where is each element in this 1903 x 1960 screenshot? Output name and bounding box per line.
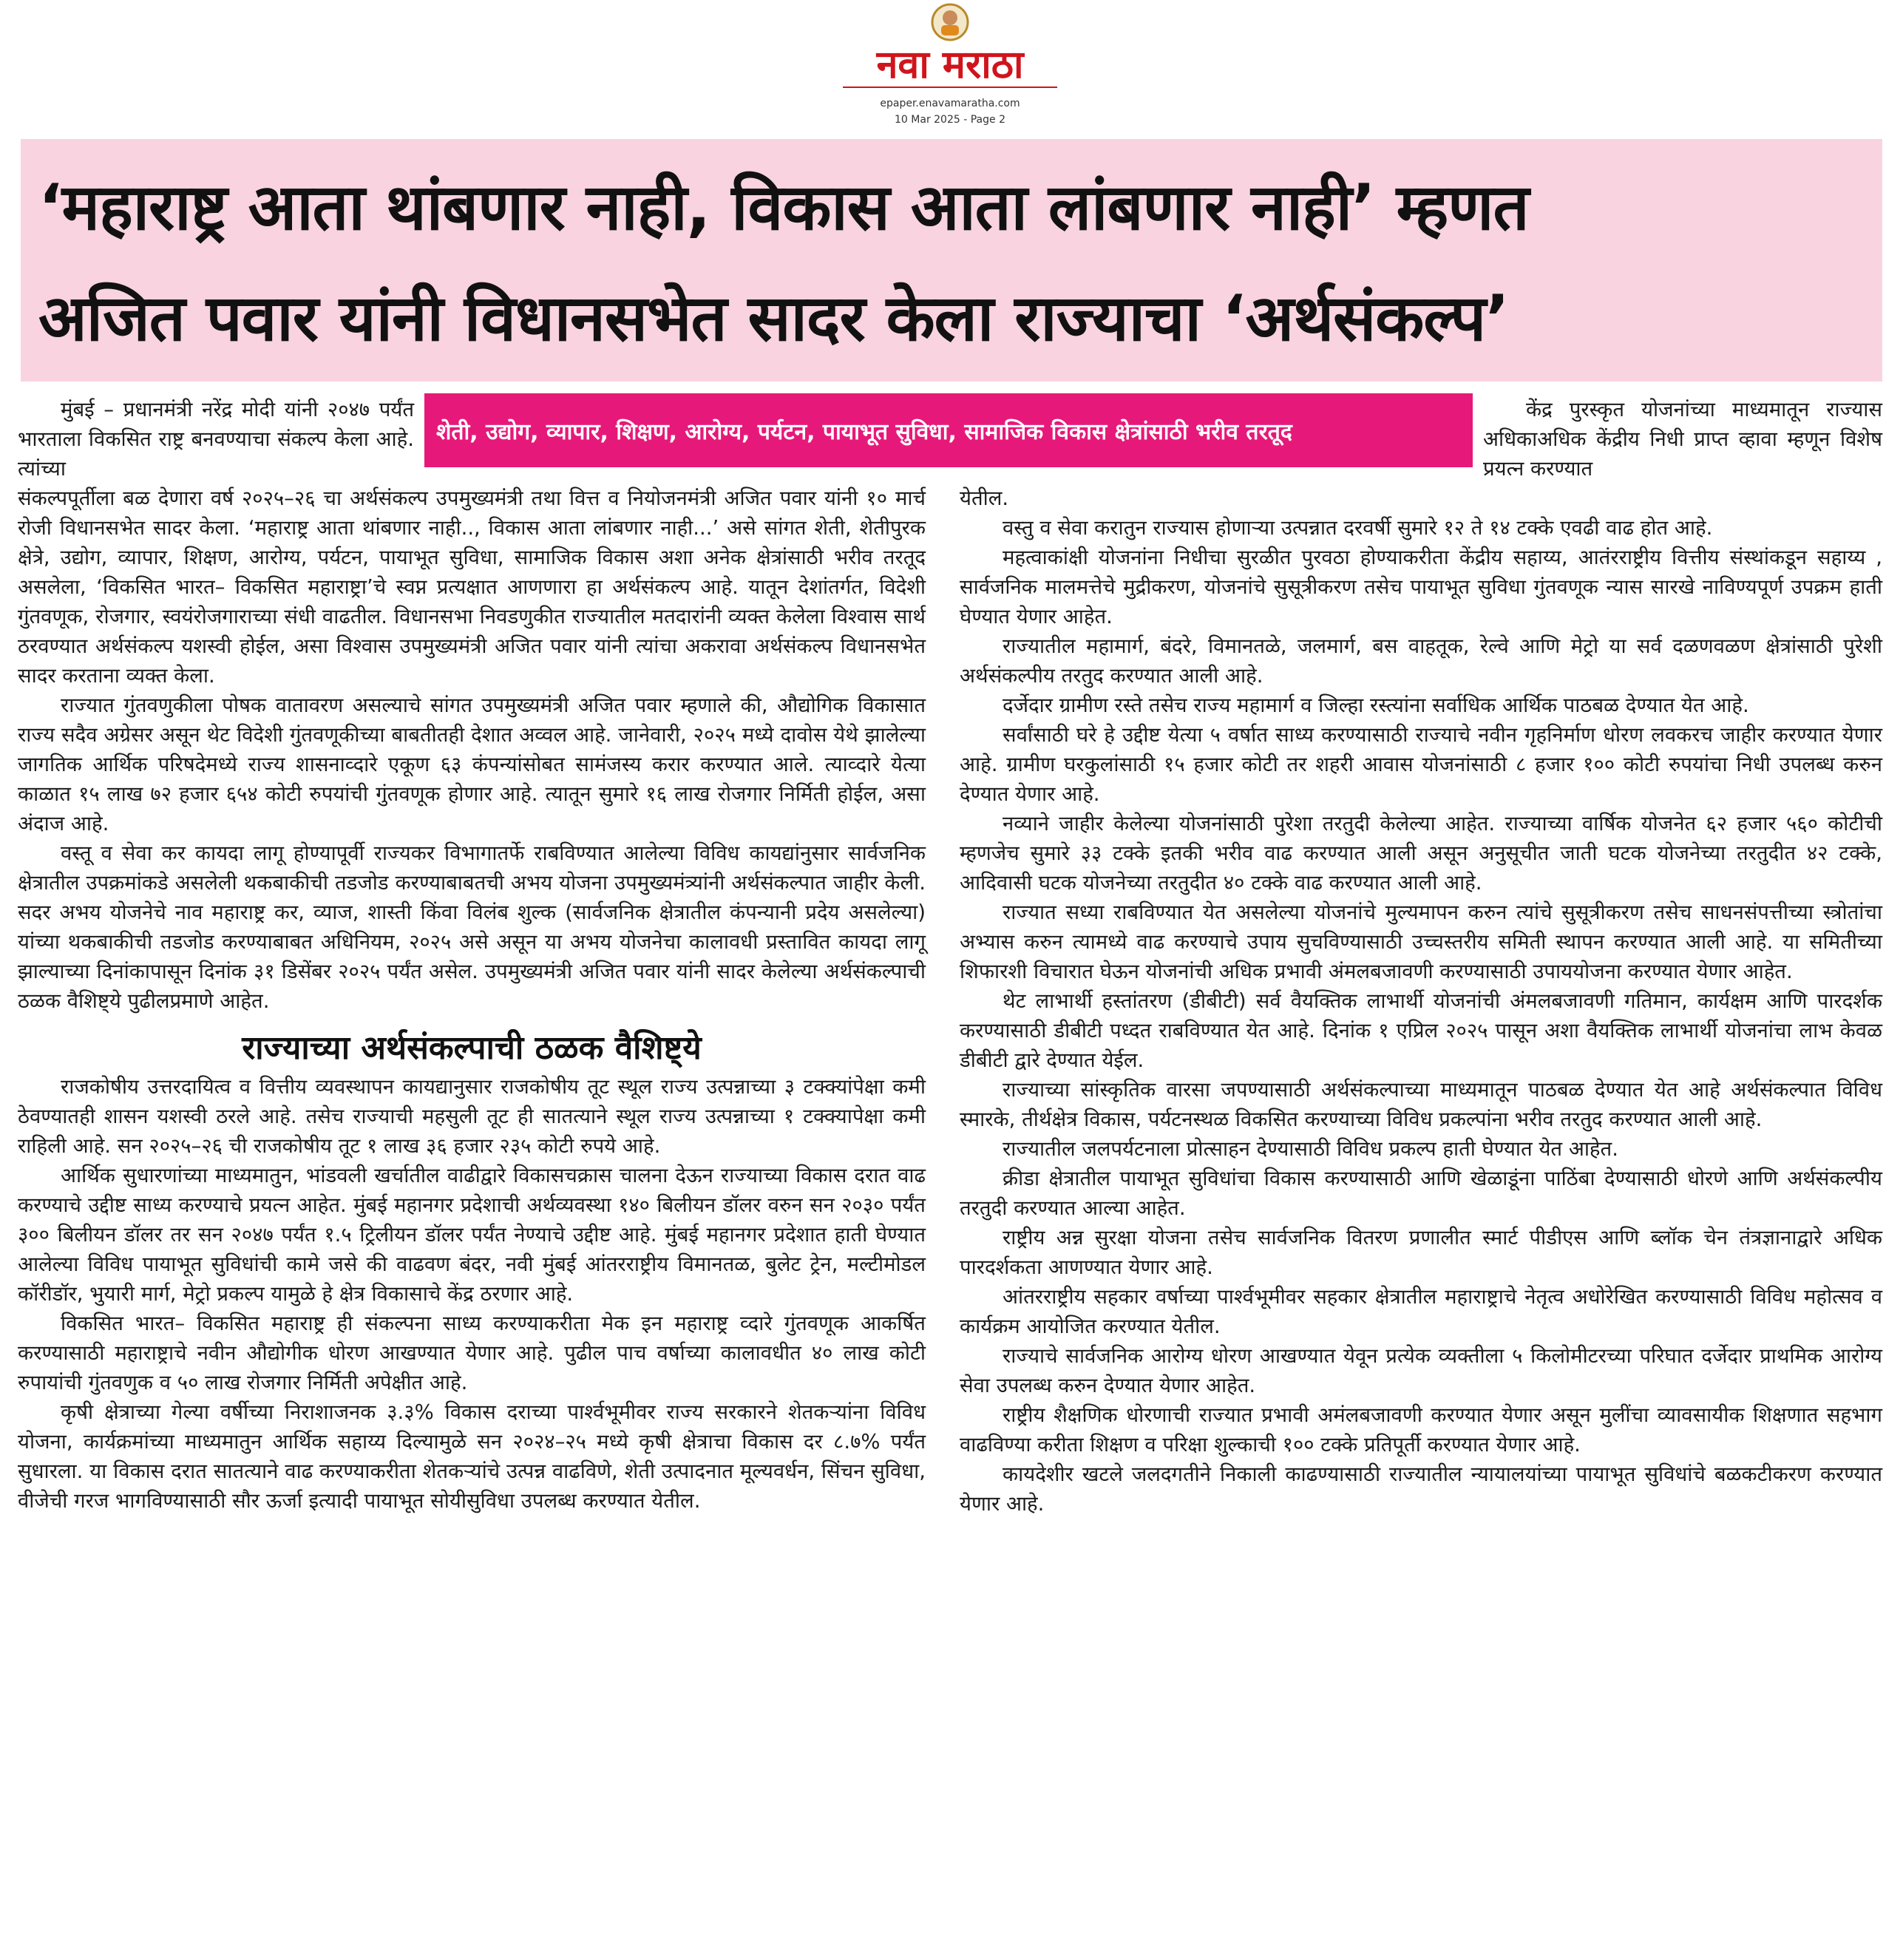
article-paragraph: आंतरराष्ट्रीय सहकार वर्षाच्या पार्श्वभूमीवर सहकार क्षेत्रातील महाराष्ट्राचे नेतृत्व अधोरेखित करण्यासाठी विविध महोत्सव व कार्यक्रम आयोजित करण्यात येतील. xyxy=(960,1285,1882,1338)
masthead xyxy=(828,0,1072,133)
article-paragraph: येतील. xyxy=(960,486,1009,510)
article-paragraph: राजकोषीय उत्तरदायित्व व वित्तीय व्यवस्थापन कायद्यानुसार राजकोषीय तूट स्थूल राज्य उत्पन्नाच्या ३ टक्क्यांपेक्षा कमी ठेवण्यातही शासन यशस्वी ठरले आहे. तसेच राज्याची महसुली तूट ही सातत्याने स्थूल राज्य उत्पन्नाच्या १ टक्क्यापेक्षा कमी राहिली आहे. सन २०२५–२६ ची राजकोषीय तूट १ लाख ३६ हजार २३५ कोटी रुपये आहे. xyxy=(18,1075,926,1158)
article-paragraph: राज्यातील महामार्ग, बंदरे, विमानतळे, जलमार्ग, बस वाहतूक, रेल्वे आणि मेट्रो या सर्व दळणवळण क्षेत्रांसाठी पुरेशी अर्थसंकल्पीय तरतुद करण्यात आली आहे. xyxy=(960,634,1882,688)
article-paragraph: विकसित भारत– विकसित महाराष्ट्र ही संकल्पना साध्य करण्याकरीता मेक इन महाराष्ट्र व्दारे गुंतवणूक आकर्षित करण्यासाठी महाराष्ट्राचे नवीन औद्योगीक धोरण आखण्यात येणार आहे. पुढील पाच वर्षाच्या कालावधीत ४० लाख कोटी रुपायांची गुंतवणुक व ५० लाख रोजगार निर्मिती अपेक्षीत आहे. xyxy=(18,1312,926,1394)
article-paragraph: राष्ट्रीय शैक्षणिक धोरणाची राज्यात प्रभावी अमंलबजावणी करण्यात येणार असून मुलींचा व्यावसायीक शिक्षणात सहभाग वाढविण्या करीता शिक्षण व परिक्षा शुल्काची १०० टक्के प्रतिपूर्ती करण्यात येणार आहे. xyxy=(960,1403,1882,1457)
article-paragraph: राज्यात सध्या राबविण्यात येत असलेल्या योजनांचे मुल्यमापन करुन त्यांचे सुसूत्रीकरण तसेच साधनसंपत्तीच्या स्त्रोतांचा अभ्यास करुन त्यामध्ये वाढ करण्याचे उपाय सुचविण्यासाठी उच्चस्तरीय समिती स्थापन करण्यात आली आहे. या समितीच्या शिफारशी विचारात घेऊन योजनांची अधिक प्रभावी अंमलबजावणी करण्यासाठी उपाययोजना करण्यात येणार आहेत. xyxy=(960,901,1882,983)
left-column-intro xyxy=(18,395,414,484)
article-paragraph: कायदेशीर खटले जलदगतीने निकाली काढण्यासाठी राज्यातील न्यायालयांच्या पायाभूत सुविधांचे बळकटीकरण करण्यात येणार आहे. xyxy=(960,1462,1882,1516)
right-column-intro xyxy=(1483,395,1882,484)
logo-text: नवा मराठा xyxy=(876,43,1024,87)
subheadline-banner xyxy=(424,393,1473,467)
left-column xyxy=(18,484,926,1516)
article-paragraph: केंद्र पुरस्कृत योजनांच्या माध्यमातून राज्यास अधिकाअधिक केंद्रीय निधी प्राप्त व्हावा म्हणून विशेष प्रयत्न करण्यात xyxy=(1483,398,1882,481)
article-paragraph: थेट लाभार्थी हस्तांतरण (डीबीटी) सर्व वैयक्तिक लाभार्थी योजनांची अंमलबजावणी गतिमान, कार्यक्षम आणि पारदर्शक करण्यासाठी डीबीटी पध्दत राबविण्यात येत आहे. दिनांक १ एप्रिल २०२५ पासून अशा वैयक्तिक लाभार्थी योजनांचा लाभ केवळ डीबीटी द्वारे देण्यात येईल. xyxy=(960,989,1882,1072)
article-paragraph: राज्याचे सार्वजनिक आरोग्य धोरण आखण्यात येवून प्रत्येक व्यक्तीला ५ किलोमीटरच्या परिघात दर्जेदार प्राथमिक आरोग्य सेवा उपलब्ध करुन देण्यात येणार आहेत. xyxy=(960,1344,1882,1397)
headline-box xyxy=(21,139,1882,382)
article-paragraph: कृषी क्षेत्राच्या गेल्या वर्षीच्या निराशाजनक ३.३% विकास दराच्या पार्श्वभूमीवर राज्य सरकारने शेतकऱ्यांना विविध योजना, कार्यक्रमांच्या माध्यमातुन आर्थिक सहाय्य दिल्यामुळे सन २०२४–२५ मध्ये कृषी क्षेत्राचा विकास दर ८.७% पर्यंत सुधारला. या विकास दरात सातत्याने वाढ करण्याकरीता शेतकऱ्यांचे उत्पन्न वाढविणे, शेती उत्पादनात मूल्यवर्धन, सिंचन सुविधा, वीजेची गरज भागविण्यासाठी सौर ऊर्जा इत्यादी पायाभूत सोयीसुविधा उपलब्ध करण्यात येतील. xyxy=(18,1400,926,1513)
subheadline-text: शेती, उद्योग, व्यापार, शिक्षण, आरोग्य, पर्यटन, पायाभूत सुविधा, सामाजिक विकास क्षेत्रांसाठी भरीव तरतूद xyxy=(436,418,1292,445)
article-paragraph: क्रीडा क्षेत्रातील पायाभूत सुविधांचा विकास करण्यासाठी आणि खेळाडूंना पाठिंबा देण्यासाठी धोरणे आणि अर्थसंकल्पीय तरतुदी करण्यात आल्या आहेत. xyxy=(960,1167,1882,1220)
article-paragraph: महत्वाकांक्षी योजनांना निधीचा सुरळीत पुरवठा होण्याकरीता केंद्रीय सहाय्य, आतंरराष्ट्रीय वित्तीय संस्थांकडून सहाय्य , सार्वजनिक मालमत्तेचे मुद्रीकरण, योजनांचे सुसूत्रीकरण तसेच पायाभूत सुविधा गुंतवणूक न्यास सारखे नाविण्यपूर्ण उपक्रम हाती घेण्यात येणार आहेत. xyxy=(960,546,1882,628)
article-paragraph: राज्याच्या सांस्कृतिक वारसा जपण्यासाठी अर्थसंकल्पाच्या माध्यमातून पाठबळ देण्यात येत आहे अर्थसंकल्पात विविध स्मारके, तीर्थक्षेत्र विकास, पर्यटनस्थळ विकसित करण्याच्या विविध प्रकल्पांना भरीव तरतुद करण्यात आली आहे. xyxy=(960,1078,1882,1131)
article-paragraph: दर्जेदार ग्रामीण रस्ते तसेच राज्य महामार्ग व जिल्हा रस्त्यांना सर्वाधिक आर्थिक पाठबळ देण्यात येत आहे. xyxy=(1003,694,1749,717)
right-column xyxy=(960,484,1882,1519)
article-paragraph: संकल्पपूर्तीला बळ देणारा वर्ष २०२५–२६ चा अर्थसंकल्प उपमुख्यमंत्री तथा वित्त व नियोजनमंत्री अजित पवार यांनी १० मार्च रोजी विधानसभेत सादर केला. ‘महाराष्ट्र आता थांबणार नाही.., विकास आता लांबणार नाही...’ असे सांगत शेती, शेतीपुरक क्षेत्रे, उद्योग, व्यापार, शिक्षण, आरोग्य, पर्यटन, पायाभूत सुविधा, सामाजिक विकास अशा अनेक क्षेत्रांसाठी भरीव तरतूद असलेला, ‘विकसित भारत– विकसित महाराष्ट्रा’चे स्वप्न प्रत्यक्षात आणणारा हा अर्थसंकल्प आहे. यातून देशांतर्गत, विदेशी गुंतवणूक, रोजगार, स्वयंरोजगाराच्या संधी वाढतील. विधानसभा निवडणुकीत राज्यातील मतदारांनी व्यक्त केलेला विश्वास सार्थ ठरवण्यात अर्थसंकल्प यशस्वी होईल, असा विश्वास उपमुख्यमंत्री अजित पवार यांनी त्यांचा अकरावा अर्थसंकल्प विधानसभेत सादर करताना व्यक्त केला. xyxy=(18,486,926,688)
headline-line-1: ‘महाराष्ट्र आता थांबणार नाही, विकास आता लांबणार नाही’ म्हणत xyxy=(38,171,1529,245)
article-paragraph: सर्वांसाठी घरे हे उद्दीष्ट येत्या ५ वर्षात साध्य करण्यासाठी राज्याचे नवीन गृहनिर्माण धोरण लवकरच जाहीर करण्यात येणार आहे. ग्रामीण घरकुलांसाठी १५ हजार कोटी तर शहरी आवास योजनांसाठी ८ हजार १०० कोटी रुपयांचा निधी उपलब्ध करुन देण्यात येणार आहे. xyxy=(960,723,1882,806)
article-paragraph: नव्याने जाहीर केलेल्या योजनांसाठी पुरेशा तरतुदी केलेल्या आहेत. राज्याच्या वार्षिक योजनेत ६२ हजार ५६० कोटीची म्हणजेच सुमारे ३३ टक्के इतकी भरीव वाढ करण्यात आली असून अनुसूचीत जाती घटक योजनेच्या तरतुदीत ४२ टक्के, आदिवासी घटक योजनेच्या तरतुदीत ४० टक्के वाढ करण्यात आली आहे. xyxy=(960,812,1882,895)
newspaper-logo xyxy=(828,0,1072,96)
article-paragraph: वस्तु व सेवा करातुन राज्यास होणाऱ्या उत्पन्नात दरवर्षी सुमारे १२ ते १४ टक्के एवढी वाढ होत आहे. xyxy=(1003,516,1713,540)
issue-date: 10 Mar 2025 - Page 2 xyxy=(895,114,1005,126)
article-intro: मुंबई – प्रधानमंत्री नरेंद्र मोदी यांनी २०४७ पर्यंत भारताला विकसित राष्ट्र बनवण्याचा संकल्प केला आहे. त्यांच्या xyxy=(18,398,414,481)
epaper-url: epaper.enavamaratha.com xyxy=(880,98,1020,109)
article-paragraph: राज्यातील जलपर्यटनाला प्रोत्साहन देण्यासाठी विविध प्रकल्प हाती घेण्यात येत आहेत. xyxy=(1003,1137,1618,1161)
article-paragraph: राज्यात गुंतवणुकीला पोषक वातावरण असल्याचे सांगत उपमुख्यमंत्री अजित पवार म्हणाले की, औद्योगिक विकासात राज्य सदैव अग्रेसर असून थेट विदेशी गुंतवणूकीच्या बाबतीतही देशात अव्वल आहे. जानेवारी, २०२५ मध्ये दावोस येथे झालेल्या जागतिक आर्थिक परिषदेमध्ये राज्य शासनाव्दारे एकूण ६३ कंपन्यांसोबत सामंजस्य करार करण्यात आले. त्याव्दारे येत्या काळात १५ लाख ७२ हजार ६५४ कोटी रुपयांची गुंतवणूक होणार आहे. त्यातून सुमारे १६ लाख रोजगार निर्मिती होईल, असा अंदाज आहे. xyxy=(18,694,926,835)
article-paragraph: वस्तू व सेवा कर कायदा लागू होण्यापूर्वी राज्यकर विभागातर्फे राबविण्यात आलेल्या विविध कायद्यांनुसार सार्वजनिक क्षेत्रातील उपक्रमांकडे असलेली थकबाकीची तडजोड करण्याबाबतची अभय योजना उपमुख्यमंत्र्यांनी अर्थसंकल्पात जाहीर केली. सदर अभय योजनेचे नाव महाराष्ट्र कर, व्याज, शास्ती किंवा विलंब शुल्क (सार्वजनिक क्षेत्रातील कंपन्यानी प्रदेय असलेल्या) यांच्या थकबाकीची तडजोड करण्याबाबत अधिनियम, २०२५ असे असून या अभय योजनेचा कालावधी प्रस्तावित कायदा लागू झाल्याच्या दिनांकापासून दिनांक ३१ डिसेंबर २०२५ पर्यंत असेल. उपमुख्यमंत्री अजित पवार यांनी सादर केलेल्या अर्थसंकल्पाची ठळक वैशिष्ट्ये पुढीलप्रमाणे आहेत. xyxy=(18,841,926,1013)
section-heading: राज्याच्या अर्थसंकल्पाची ठळक वैशिष्ट्ये xyxy=(242,1029,702,1067)
article-paragraph: आर्थिक सुधारणांच्या माध्यमातुन, भांडवली खर्चातील वाढीद्वारे विकासचक्रास चालना देऊन राज्याच्या विकास दरात वाढ करण्याचे उद्दीष्ट साध्य करण्याचे प्रयत्न आहेत. मुंबई महानगर प्रदेशाची अर्थव्यवस्था १४० बिलीयन डॉलर वरुन सन २०३० पर्यंत ३०० बिलीयन डॉलर तर सन २०४७ पर्यंत १.५ ट्रिलीयन डॉलर पर्यंत नेण्याचे उद्दीष्ट आहे. मुंबई महानगर प्रदेशात हाती घेण्यात आलेल्या विविध पायाभूत सुविधांची कामे जसे की वाढवण बंदर, नवी मुंबई आंतरराष्ट्रीय विमानतळ, बुलेट ट्रेन, मल्टीमोडल कॉरीडॉर, भुयारी मार्ग, मेट्रो प्रकल्प यामुळे हे क्षेत्र विकासाचे केंद्र ठरणार आहे. xyxy=(18,1164,926,1306)
article-paragraph: राष्ट्रीय अन्न सुरक्षा योजना तसेच सार्वजनिक वितरण प्रणालीत स्मार्ट पीडीएस आणि ब्लॉक चेन तंत्रज्ञानाद्वारे अधिक पारदर्शकता आणण्यात येणार आहे. xyxy=(960,1226,1882,1279)
headline-line-2: अजित पवार यांनी विधानसभेत सादर केला राज्याचा ‘अर्थसंकल्प’ xyxy=(38,282,1509,356)
